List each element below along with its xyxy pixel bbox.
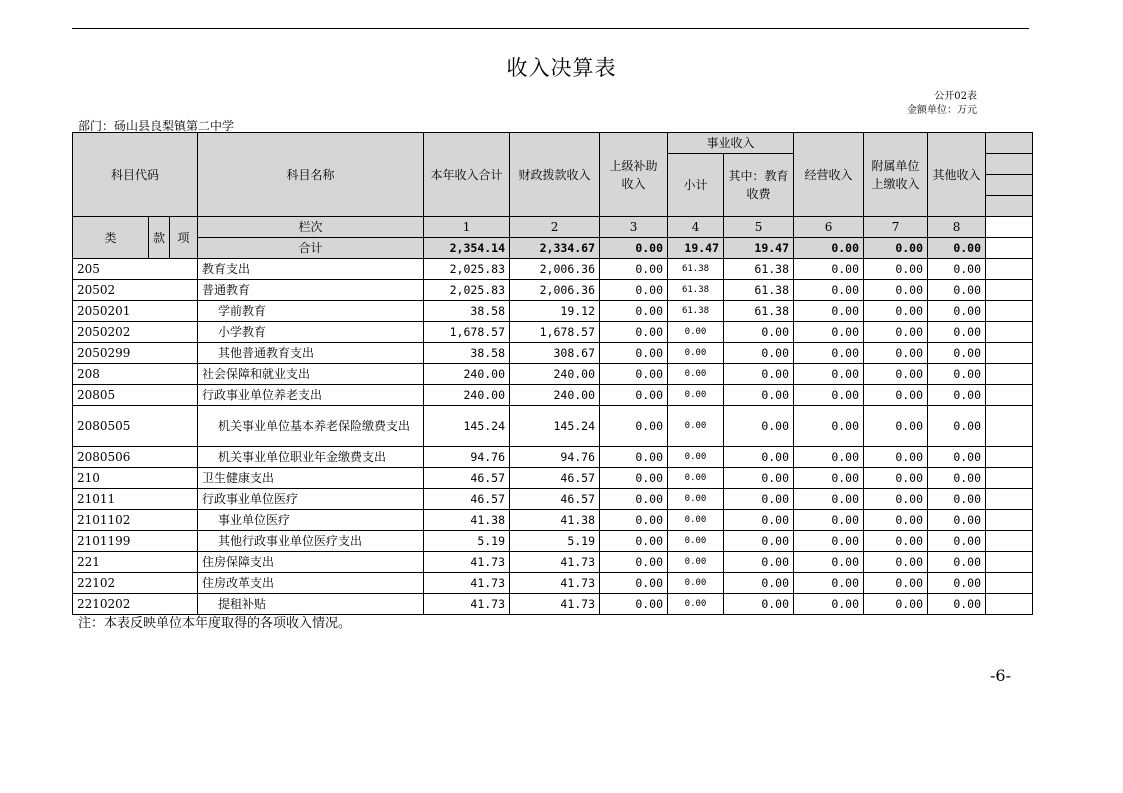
amount-cell: 41.73 [510,573,600,594]
blank-cell [986,594,1033,615]
total-value: 0.00 [794,238,864,259]
amount-cell: 0.00 [864,510,928,531]
amount-cell: 61.38 [668,280,724,301]
amount-cell: 0.00 [724,322,794,343]
amount-cell: 0.00 [668,573,724,594]
amount-cell: 94.76 [424,447,510,468]
header-blank [986,154,1033,175]
subject-name: 学前教育 [198,301,424,322]
amount-cell: 0.00 [794,552,864,573]
subject-name: 行政事业单位医疗 [198,489,424,510]
amount-cell: 0.00 [864,322,928,343]
total-value: 2,354.14 [424,238,510,259]
amount-cell: 0.00 [794,259,864,280]
total-value: 0.00 [600,238,668,259]
amount-cell: 0.00 [864,280,928,301]
amount-cell: 145.24 [510,406,600,447]
amount-cell: 0.00 [794,406,864,447]
amount-cell: 0.00 [668,385,724,406]
amount-cell: 46.57 [424,489,510,510]
subject-name: 其他行政事业单位医疗支出 [198,531,424,552]
amount-cell: 0.00 [668,468,724,489]
subject-name: 其他普通教育支出 [198,343,424,364]
amount-cell: 46.57 [424,468,510,489]
col-number: 1 [424,217,510,238]
amount-cell: 0.00 [794,280,864,301]
form-number: 公开02表 [934,91,977,102]
blank-cell [986,364,1033,385]
amount-cell: 0.00 [864,343,928,364]
total-label: 合计 [198,238,424,259]
amount-cell: 0.00 [668,552,724,573]
table-row [73,573,1033,594]
col-number: 6 [794,217,864,238]
col-number: 7 [864,217,928,238]
amount-cell: 0.00 [668,406,724,447]
header-name: 科目名称 [198,133,424,217]
header-blank [986,196,1033,217]
total-value: 0.00 [864,238,928,259]
subject-name: 卫生健康支出 [198,468,424,489]
subject-code: 2050202 [73,322,198,343]
subject-code: 2050201 [73,301,198,322]
table-row [73,280,1033,301]
amount-cell: 0.00 [724,552,794,573]
amount-cell: 1,678.57 [424,322,510,343]
department-label: 部门：砀山县良梨镇第二中学 [78,119,235,133]
header-subtotal: 小计 [668,154,724,217]
header-fiscal: 财政拨款收入 [510,133,600,217]
amount-cell: 0.00 [928,343,986,364]
amount-cell: 0.00 [928,301,986,322]
amount-cell: 94.76 [510,447,600,468]
amount-cell: 0.00 [668,447,724,468]
amount-cell: 0.00 [668,364,724,385]
subject-code: 2080505 [73,406,198,447]
blank-cell [986,343,1033,364]
amount-cell: 0.00 [724,343,794,364]
table-row [73,406,1033,447]
blank-cell [986,322,1033,343]
amount-cell: 0.00 [928,510,986,531]
amount-cell: 0.00 [928,447,986,468]
header-business: 事业收入 [668,133,794,154]
subject-code: 2080506 [73,447,198,468]
blank-cell [986,531,1033,552]
subject-code: 221 [73,552,198,573]
subject-name: 普通教育 [198,280,424,301]
subject-code: 2210202 [73,594,198,615]
amount-cell: 0.00 [864,301,928,322]
subject-name: 行政事业单位养老支出 [198,385,424,406]
amount-cell: 0.00 [864,259,928,280]
amount-cell: 46.57 [510,489,600,510]
amount-cell: 1,678.57 [510,322,600,343]
total-value: 19.47 [724,238,794,259]
amount-cell: 0.00 [928,364,986,385]
amount-cell: 0.00 [600,531,668,552]
amount-cell: 19.12 [510,301,600,322]
amount-cell: 0.00 [794,364,864,385]
amount-cell: 0.00 [928,322,986,343]
table-row [73,468,1033,489]
blank-cell [986,573,1033,594]
table-row [73,510,1033,531]
col-number: 4 [668,217,724,238]
subject-name: 住房改革支出 [198,573,424,594]
amount-cell: 0.00 [794,510,864,531]
amount-cell: 0.00 [864,531,928,552]
page-number: -6- [990,666,1011,685]
blank-cell [986,468,1033,489]
amount-cell: 61.38 [724,301,794,322]
col-number: 2 [510,217,600,238]
amount-cell: 0.00 [724,468,794,489]
subject-code: 205 [73,259,198,280]
header-edu-fee: 其中：教育收费 [724,154,794,217]
header-xiang: 项 [170,217,198,259]
table-row [73,322,1033,343]
amount-cell: 0.00 [864,552,928,573]
amount-cell: 240.00 [510,364,600,385]
amount-cell: 0.00 [928,573,986,594]
header-kuan: 款 [149,217,170,259]
amount-cell: 0.00 [600,406,668,447]
blank-cell [986,238,1033,259]
amount-cell: 41.73 [424,573,510,594]
blank-cell [986,217,1033,238]
amount-cell: 0.00 [668,489,724,510]
table-row [73,447,1033,468]
amount-cell: 2,006.36 [510,259,600,280]
income-table [72,132,1033,615]
subject-code: 20805 [73,385,198,406]
amount-cell: 0.00 [600,322,668,343]
amount-cell: 5.19 [424,531,510,552]
subject-name: 小学教育 [198,322,424,343]
amount-cell: 240.00 [424,364,510,385]
blank-cell [986,385,1033,406]
col-number: 5 [724,217,794,238]
amount-cell: 0.00 [600,385,668,406]
amount-cell: 240.00 [424,385,510,406]
subject-name: 教育支出 [198,259,424,280]
amount-cell: 38.58 [424,343,510,364]
amount-cell: 0.00 [864,594,928,615]
total-row [73,238,1033,259]
subject-name: 机关事业单位职业年金缴费支出 [198,447,424,468]
amount-cell: 2,025.83 [424,280,510,301]
amount-cell: 0.00 [724,594,794,615]
table-row [73,385,1033,406]
table-row [73,552,1033,573]
blank-cell [986,489,1033,510]
top-rule [72,28,1029,29]
amount-cell: 0.00 [864,468,928,489]
amount-cell: 0.00 [668,510,724,531]
amount-cell: 0.00 [928,406,986,447]
amount-cell: 0.00 [864,573,928,594]
subject-name: 机关事业单位基本养老保险缴费支出 [198,406,424,447]
amount-cell: 0.00 [794,531,864,552]
amount-cell: 0.00 [928,259,986,280]
header-blank [986,133,1033,154]
total-value: 2,334.67 [510,238,600,259]
amount-cell: 0.00 [928,552,986,573]
header-lanci: 栏次 [198,217,424,238]
amount-cell: 41.73 [510,594,600,615]
amount-cell: 41.73 [510,552,600,573]
amount-cell: 0.00 [668,594,724,615]
amount-cell: 0.00 [794,489,864,510]
table-row [73,531,1033,552]
header-code: 科目代码 [73,133,198,217]
subject-code: 2101199 [73,531,198,552]
amount-cell: 0.00 [600,594,668,615]
amount-cell: 0.00 [928,280,986,301]
amount-cell: 0.00 [724,573,794,594]
blank-cell [986,280,1033,301]
amount-cell: 0.00 [600,280,668,301]
amount-cell: 0.00 [794,322,864,343]
amount-cell: 0.00 [724,531,794,552]
amount-cell: 145.24 [424,406,510,447]
amount-cell: 0.00 [600,552,668,573]
amount-cell: 38.58 [424,301,510,322]
table-row [73,364,1033,385]
amount-cell: 0.00 [668,531,724,552]
subject-name: 住房保障支出 [198,552,424,573]
amount-cell: 0.00 [864,385,928,406]
subject-code: 210 [73,468,198,489]
amount-cell: 41.38 [424,510,510,531]
amount-cell: 0.00 [668,343,724,364]
amount-cell: 0.00 [600,447,668,468]
amount-cell: 0.00 [600,343,668,364]
amount-cell: 0.00 [794,447,864,468]
blank-cell [986,447,1033,468]
amount-cell: 0.00 [928,468,986,489]
amount-cell: 0.00 [600,301,668,322]
amount-cell: 0.00 [794,468,864,489]
header-total: 本年收入合计 [424,133,510,217]
amount-cell: 0.00 [928,489,986,510]
amount-cell: 46.57 [510,468,600,489]
amount-cell: 0.00 [724,447,794,468]
table-note: 注：本表反映单位本年度取得的各项收入情况。 [78,616,352,631]
amount-cell: 41.73 [424,552,510,573]
amount-cell: 61.38 [668,259,724,280]
amount-cell: 0.00 [864,489,928,510]
amount-cell: 0.00 [794,573,864,594]
amount-cell: 0.00 [600,364,668,385]
col-number: 3 [600,217,668,238]
amount-cell: 0.00 [600,489,668,510]
table-row [73,301,1033,322]
amount-cell: 0.00 [794,594,864,615]
blank-cell [986,301,1033,322]
amount-cell: 2,025.83 [424,259,510,280]
amount-cell: 61.38 [724,259,794,280]
total-value: 19.47 [668,238,724,259]
unit-label: 金额单位：万元 [907,105,977,116]
header-other: 其他收入 [928,133,986,217]
amount-cell: 0.00 [928,385,986,406]
subject-name: 提租补贴 [198,594,424,615]
amount-cell: 61.38 [668,301,724,322]
subject-code: 21011 [73,489,198,510]
amount-cell: 0.00 [794,301,864,322]
blank-cell [986,406,1033,447]
header-affiliated: 附属单位上缴收入 [864,133,928,217]
amount-cell: 0.00 [724,364,794,385]
subject-code: 208 [73,364,198,385]
amount-cell: 0.00 [668,322,724,343]
amount-cell: 0.00 [724,406,794,447]
amount-cell: 308.67 [510,343,600,364]
subject-code: 22102 [73,573,198,594]
amount-cell: 41.73 [424,594,510,615]
amount-cell: 0.00 [600,573,668,594]
amount-cell: 61.38 [724,280,794,301]
subject-code: 2050299 [73,343,198,364]
amount-cell: 0.00 [600,510,668,531]
amount-cell: 0.00 [794,343,864,364]
blank-cell [986,259,1033,280]
table-row [73,259,1033,280]
subject-name: 事业单位医疗 [198,510,424,531]
amount-cell: 240.00 [510,385,600,406]
subject-code: 20502 [73,280,198,301]
amount-cell: 0.00 [600,259,668,280]
header-lei: 类 [73,217,149,259]
amount-cell: 0.00 [864,406,928,447]
header-superior: 上级补助收入 [600,133,668,217]
subject-name: 社会保障和就业支出 [198,364,424,385]
amount-cell: 0.00 [864,447,928,468]
subject-code: 2101102 [73,510,198,531]
amount-cell: 0.00 [724,510,794,531]
amount-cell: 0.00 [928,531,986,552]
amount-cell: 5.19 [510,531,600,552]
amount-cell: 2,006.36 [510,280,600,301]
amount-cell: 41.38 [510,510,600,531]
amount-cell: 0.00 [864,364,928,385]
total-value: 0.00 [928,238,986,259]
amount-cell: 0.00 [724,489,794,510]
col-number: 8 [928,217,986,238]
page-title: 收入决算表 [506,56,617,80]
amount-cell: 0.00 [928,594,986,615]
table-row [73,489,1033,510]
header-operating: 经营收入 [794,133,864,217]
header-blank [986,175,1033,196]
amount-cell: 0.00 [794,385,864,406]
table-row [73,343,1033,364]
amount-cell: 0.00 [724,385,794,406]
blank-cell [986,510,1033,531]
amount-cell: 0.00 [600,468,668,489]
blank-cell [986,552,1033,573]
